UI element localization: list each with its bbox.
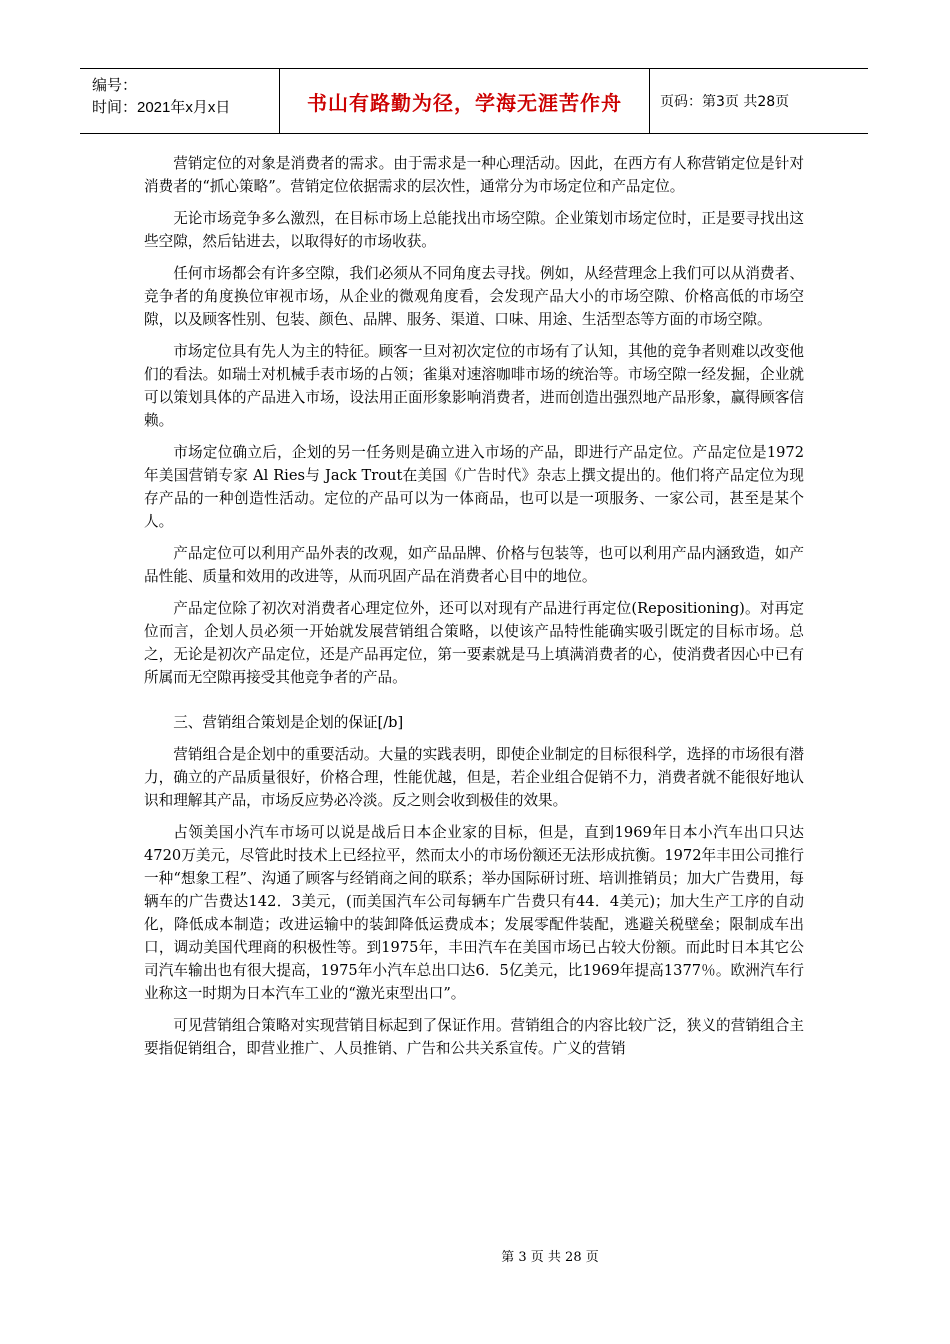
paragraph: 市场定位具有先人为主的特征。顾客一旦对初次定位的市场有了认知，其他的竞争者则难以改变他们的看法。如瑞士对机械手表市场的占领；雀巢对速溶咖啡市场的统治等。市场空隙一经发掘，企业就可以策划具体的产品进入市场，设法用正面形象影响消费者，进而创造出强烈地产品形象，赢得顾客信赖。 [144,343,804,429]
header-motto: 书山有路勤为径，学海无涯苦作舟 [280,69,650,133]
paragraph: 占领美国小汽车市场可以说是战后日本企业家的目标，但是，直到1969年日本小汽车出口只达4720万美元，尽管此时技术上已经拉平，然而太小的市场份额还无法形成抗衡。1972年丰田公司推行一种“想象工程”、沟通了顾客与经销商之间的联系；举办国际研讨班、培训推销员；加大广告费用，每辆车的广告费达142．3美元，(而美国汽车公司每辆车广告费只有44．4美元)；加大生产工序的自动化，降低成本制造；改进运输中的装卸降低运费成本；发展零配件装配，逃避关税壁垒；限制成车出口，调动美国代理商的积极性等。到1975年，丰田汽车在美国市场已占较大份额。而此时日本其它公司汽车输出也有很大提高，1975年小汽车总出口达6．5亿美元，比1969年提高1377％。欧洲汽车行业称这一时期为日本汽车工业的“激光束型出口”。 [144,824,804,1002]
date-label: 时间：2021年x月x日 [92,99,231,116]
header-info-cell [80,69,280,133]
paragraph: 无论市场竞争多么激烈，在目标市场上总能找出市场空隙。企业策划市场定位时，正是要寻找出这些空隙，然后钻进去，以取得好的市场收获。 [144,210,804,250]
paragraph: 营销组合是企划中的重要活动。大量的实践表明，即使企业制定的目标很科学，选择的市场很有潜力，确立的产品质量很好，价格合理，性能优越，但是，若企业组合促销不力，消费者就不能很好地认识和理解其产品，市场反应势必冷淡。反之则会收到极佳的效果。 [144,746,804,809]
paragraph: 市场定位确立后，企划的另一任务则是确立进入市场的产品，即进行产品定位。产品定位是1972年美国营销专家 Al Ries与 Jack Trout在美国《广告时代》杂志上撰文提出的。他们将产品定位为现存产品的一种创造性活动。定位的产品可以为一体商品，也可以是一项服务、一家公司，甚至是某个人。 [144,444,804,530]
page-header [80,68,868,134]
paragraph: 产品定位可以利用产品外表的改观，如产品品牌、价格与包装等，也可以利用产品内涵致造，如产品性能、质量和效用的改进等，从而巩固产品在消费者心目中的地位。 [144,545,804,585]
section-heading: 三、营销组合策划是企划的保证[/b] [173,714,404,731]
serial-number-label: 编号： [92,77,138,94]
paragraph: 产品定位除了初次对消费者心理定位外，还可以对现有产品进行再定位(Repositioning)。对再定位而言，企划人员必须一开始就发展营销组合策略，以使该产品特性能确实吸引既定的目标市场。总之，无论是初次产品定位，还是产品再定位，第一要素就是马上填满消费者的心，使消费者因心中已有所属而无空隙再接受其他竞争者的产品。 [144,600,804,686]
page-footer: 第 3 页 共 28 页 [501,1250,599,1265]
header-page-number: 页码：第3页 共28页 [660,94,790,110]
paragraph: 任何市场都会有许多空隙，我们必须从不同角度去寻找。例如，从经营理念上我们可以从消费者、竞争者的角度换位审视市场，从企业的微观角度看，会发现产品大小的市场空隙、价格高低的市场空隙，以及顾客性别、包装、颜色、品牌、服务、渠道、口味、用途、生活型态等方面的市场空隙。 [144,265,804,328]
document-body [144,152,804,1069]
paragraph: 可见营销组合策略对实现营销目标起到了保证作用。营销组合的内容比较广泛，狭义的营销组合主要指促销组合，即营业推广、人员推销、广告和公共关系宣传。广义的营销 [144,1017,804,1057]
paragraph: 营销定位的对象是消费者的需求。由于需求是一种心理活动。因此，在西方有人称营销定位是针对消费者的“抓心策略”。营销定位依据需求的层次性，通常分为市场定位和产品定位。 [144,155,804,195]
